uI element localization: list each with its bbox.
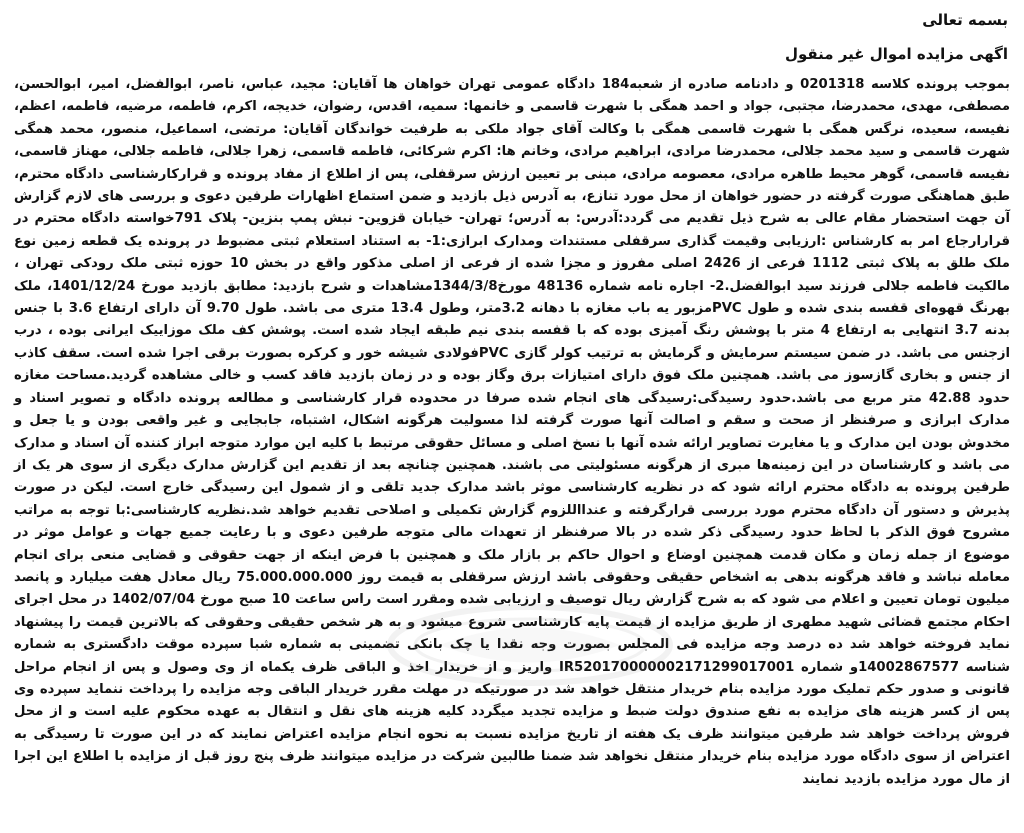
notice-body-text: بموجب پرونده کلاسه 0201318 و دادنامه صادره از شعبه184 دادگاه عمومی تهران خواهان ها آقایان: مجید، عباس، ناصر، ابوالفضل، امیر، ابوالحسن، مصطفی، مهدی، محمدرضا، مجتبی، جواد و احمد همگی با شهرت قاسمی و خانمها: سمیه، اقدس، رضوان، خدیجه، اکرم، فاطمه، مرضیه، فاطمه، اعظم، نفیسه، سعیده، نرگس همگی با شهرت قاسمی همگی با وکالت آقای جواد ملکی به طرفیت خواندگان آقایان: مرتضی، اسماعیل، منصور، محمد همگی شهرت قاسمی و سید محمد جلالی، محمدرضا مرادی، ابراهیم مرادی، وخانم ها: اکرم شرکائی، فاطمه قاسمی، زهرا جلالی، فاطمه جلالی، مهناز قاسمی، نفیسه قاسمی، گوهر محیط طاهره مرادی، معصومه مرادی، مبنی بر تعیین ارزش سرقفلی، پس از اطلاع از مفاد پرونده و قرارکارشناسی دادگاه محترم، طبق هماهنگی صورت گرفته در حضور خواهان از محل مورد تنازع، به آدرس ذیل بازدید و ضمن استماع اظهارات طرفین دعوی و بررسی های لازم گزارش آن جهت استحضار مقام عالی به شرح ذیل تقدیم می گردد:آدرس: به آدرس؛ تهران- خیابان قزوین- نبش پمپ بنزین- پلاک 791خواسته دادگاه محترم در قرارارجاع امر به کارشناس :ارزیابی وقیمت گذاری سرقفلی مستندات ومدارک ابرازی:1- به استناد استعلام ثبتی مضبوط در پرونده یک قطعه زمین نوع ملک طلق به پلاک ثبتی 1112 فرعی از 2426 اصلی مفروز و مجزا شده از فرعی از اصلی مذکور واقع در بخش 10 حوزه ثبتی ملک رودکی تهران ، مالکیت فاطمه جلالی فرزند سید ابوالفضل.2- اجاره نامه شماره 48136 مورخ1344/3/8مشاهدات و شرح بازدید: مطابق بازدید مورخ 1401/12/24، ملک بهرنگ قهوه‌ای قفسه بندی شده و طول PVCمزبور یه باب مغازه با دهانه 3.2متر، وطول 13.4 متری می باشد. طول 9.70 آن دارای ارتفاع 3.6 با جنس بدنه 3.7 انتهایی به ارتفاع 4 متر با پوشش رنگ آمیزی بوده که با قفسه بندی نیم طبقه ایجاد شده است. پوشش کف ملک موزاییک ایرانی بوده ، درب ازجنس می باشد. در ضمن سیستم سرمایش و گرمایش به ترتیب کولر گازی PVCفولادی شیشه خور و کرکره بصورت برقی اجرا شده است. سقف کاذب از جنس و بخاری گازسوز می باشد. همچنین ملک فوق دارای امتیازات برق وگاز بوده و در زمان بازدید فاقد کسب و خالی مشاهده گردید.مساحت مغازه حدود 42.88 متر مربع می باشد.حدود رسیدگی:رسیدگی های انجام شده صرفا در محدوده قرار کارشناسی و مطالعه پرونده دادگاه و تصویر اسناد و مدارک ابرازی و صرفنظر از صحت و سقم و اصالت آنها صورت گرفته لذا مسولیت هرگونه اشکال، اشتباه، جابجایی و غیر واقعی بودن و یا جعل و مخدوش بودن این مدارک و یا مغایرت تصاویر ارائه شده آنها با نسخ اصلی و مسائل حقوقی مرتبط با کلیه این موارد متوجه ابراز کننده آن اسناد و مدارک می باشد و کارشناسان در این زمینه‌ها مبری از هرگونه مسئولیتی می باشند. همچنین چنانچه بعد از تقدیم این گزارش مدارک دیگری از سوی هر یک از طرفین پرونده به دادگاه محترم ارائه شود که در نظریه کارشناسی موثر باشد مدارک جدید تلقی و از شمول این رسیدگی خارج است. لیکن در صورت پذیرش و دستور آن دادگاه محترم مورد بررسی قرارگرفته و عندااللزوم گزارش تکمیلی و اصلاحی تقدیم خواهد شد.نظریه کارشناسی:با توجه به مراتب مشروح فوق الذکر با لحاظ حدود رسیدگی ذکر شده در بالا صرفنظر از تعهدات مالی متوجه طرفین دعوی و با رعایت جمیع جهات و عوامل موثر در موضوع از جمله زمان و مکان قدمت همچنین اوضاع و احوال حاکم بر بازار ملک و همچنین با فرض اینکه از جهت حقوقی و قضایی منعی برای انجام معامله نباشد و فاقد هرگونه بدهی به اشخاص حقیقی وحقوقی باشد ارزش سرقفلی به قیمت روز 75.000.000.000 ریال معادل هفت میلیارد و پانصد میلیون تومان تعیین و اعلام می شود که به شرح گزارش ریال توصیف و ارزیابی شده ومقرر است راس ساعت 10 صبح مورخ 1402/07/04 در محل اجرای احکام مجتمع قضائی شهید مطهری از طریق مزایده از قیمت پایه کارشناسی شروع میشود و به هر شخص حقیقی وحقوقی که بالاترین قیمت را پیشنهاد نماید فروخته خواهد شد ده درصد وجه مزایده فی المجلس بصورت وجه نقدا یا چک بانکی تضمینی به شماره شبا سپرده موقت دادگستری به شماره شناسه 14002867577و شماره IR520170000002171299017001 واریز و از خریدار اخذ و الباقی ظرف یکماه از وی وصول و پس از انجام مراحل قانونی و صدور حکم تملیک مورد مزایده بنام خریدار منتقل خواهد شد در صورتیکه در مهلت مقرر خریدار الباقی وجه مزایده را پرداخت ننماید سپرده وی پس از کسر هزینه های مزایده به نفع صندوق دولت ضبط و مزایده تجدید میگردد کلیه هزینه های نقل و انتقال به عهده محکوم علیه است و از محل فروش پرداخت خواهد شد طرفین میتوانند ظرف یک هفته از تاریخ مزایده نسبت به نحوه انجام مزایده اعتراض نمایند که در این صورت تا رسیدگی به اعتراض از سوی دادگاه مورد مزایده بنام خریدار منتقل نخواهد شد ضمنا طالبین شرکت در مزایده میتوانند ظرف پنج روز قبل از مزایده با اطلاع این اجرا از مال مورد مزایده بازدید نمایند xyxy=(14,77,1011,787)
basmala-heading: بسمه تعالی xyxy=(922,11,1008,29)
notice-title: اگهی مزایده اموال غیر منقول xyxy=(784,45,1008,63)
